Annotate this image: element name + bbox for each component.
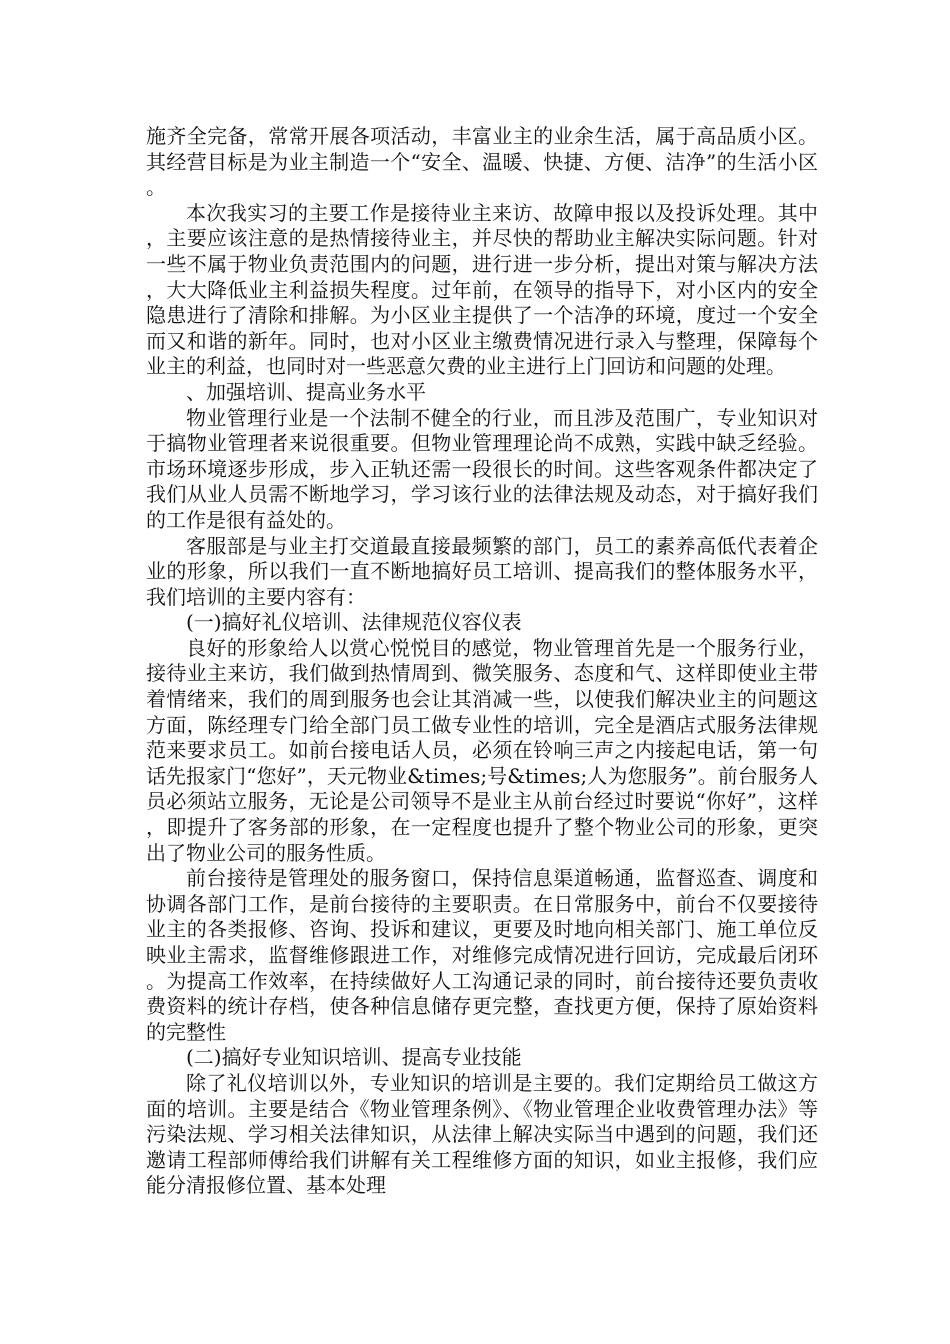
paragraph-etiquette: 良好的形象给人以赏心悦悦目的感觉，物业管理首先是一个服务行业，接待业主来访，我们做到热情周到、微笑服务、态度和气、这样即使业主带着情绪来，我们的周到服务也会让其消减一些，以使我们解决业主的问题这方面，陈经理专门给全部门员工做专业性的培训，完全是酒店式服务法律规范来要求员工。如前台接电话人员，必须在铃响三声之内接起电话，第一句话先报家门“您好”，天元物业&times;号&times;人为您服务”。前台服务人员必须站立服务，无论是公司领导不是业主从前台经过时要说“你好”，这样，即提升了客务部的形象，在一定程度也提升了整个物业公司的形象，更突出了物业公司的服务性质。 (146, 635, 818, 865)
paragraph-continuation: 施齐全完备，常常开展各项活动，丰富业主的业余生活，属于高品质小区。其经营目标是为业主制造一个“安全、温暖、快捷、方便、洁净”的生活小区。 (146, 124, 818, 200)
paragraph-industry-knowledge: 物业管理行业是一个法制不健全的行业，而且涉及范围广，专业知识对于搞物业管理者来说很重要。但物业管理理论尚不成熟，实践中缺乏经验。市场环境逐步形成，步入正轨还需一段很长的时间。这些客观条件都决定了我们从业人员需不断地学习，学习该行业的法律法规及动态，对于搞好我们的工作是很有益处的。 (146, 405, 818, 532)
paragraph-customer-service: 客服部是与业主打交道最直接最频繁的部门，员工的素养高低代表着企业的形象，所以我们一直不断地搞好员工培训、提高我们的整体服务水平，我们培训的主要内容有： (146, 533, 818, 609)
subheading-etiquette-training: (一)搞好礼仪培训、法律规范仪容仪表 (186, 610, 522, 635)
section-heading-training: 、加强培训、提高业务水平 (186, 379, 426, 404)
paragraph-professional-knowledge: 除了礼仪培训以外，专业知识的培训是主要的。我们定期给员工做这方面的培训。主要是结合《物业管理条例》、《物业管理企业收费管理办法》等污染法规、学习相关法律知识，从法律上解决实际当中遇到的问题，我们还邀请工程部师傅给我们讲解有关工程维修方面的知识，如业主报修，我们应能分清报修位置、基本处理 (146, 1070, 818, 1198)
subheading-professional-training: (二)搞好专业知识培训、提高专业技能 (186, 1045, 522, 1070)
document-page (146, 124, 818, 1199)
paragraph-front-desk: 前台接待是管理处的服务窗口，保持信息渠道畅通，监督巡查、调度和协调各部门工作，是前台接待的主要职责。在日常服务中，前台不仅要接待业主的各类报修、咨询、投诉和建议，更要及时地向相关部门、施工单位反映业主需求，监督维修跟进工作，对维修完成情况进行回访，完成最后闭环。为提高工作效率，在持续做好人工沟通记录的同时，前台接待还要负责收费资料的统计存档，使各种信息储存更完整，查找更方便，保持了原始资料的完整性 (146, 866, 818, 1044)
paragraph-internship-work: 本次我实习的主要工作是接待业主来访、故障申报以及投诉处理。其中，主要应该注意的是热情接待业主，并尽快的帮助业主解决实际问题。针对一些不属于物业负责范围内的问题，进行进一步分析，提出对策与解决方法，大大降低业主利益损失程度。过年前，在领导的指导下，对小区内的安全隐患进行了清除和排解。为小区业主提供了一个洁净的环境，度过一个安全而又和谐的新年。同时，也对小区业主缴费情况进行录入与整理，保障每个业主的利益，也同时对一些恶意欠费的业主进行上门回访和问题的处理。 (146, 200, 818, 379)
